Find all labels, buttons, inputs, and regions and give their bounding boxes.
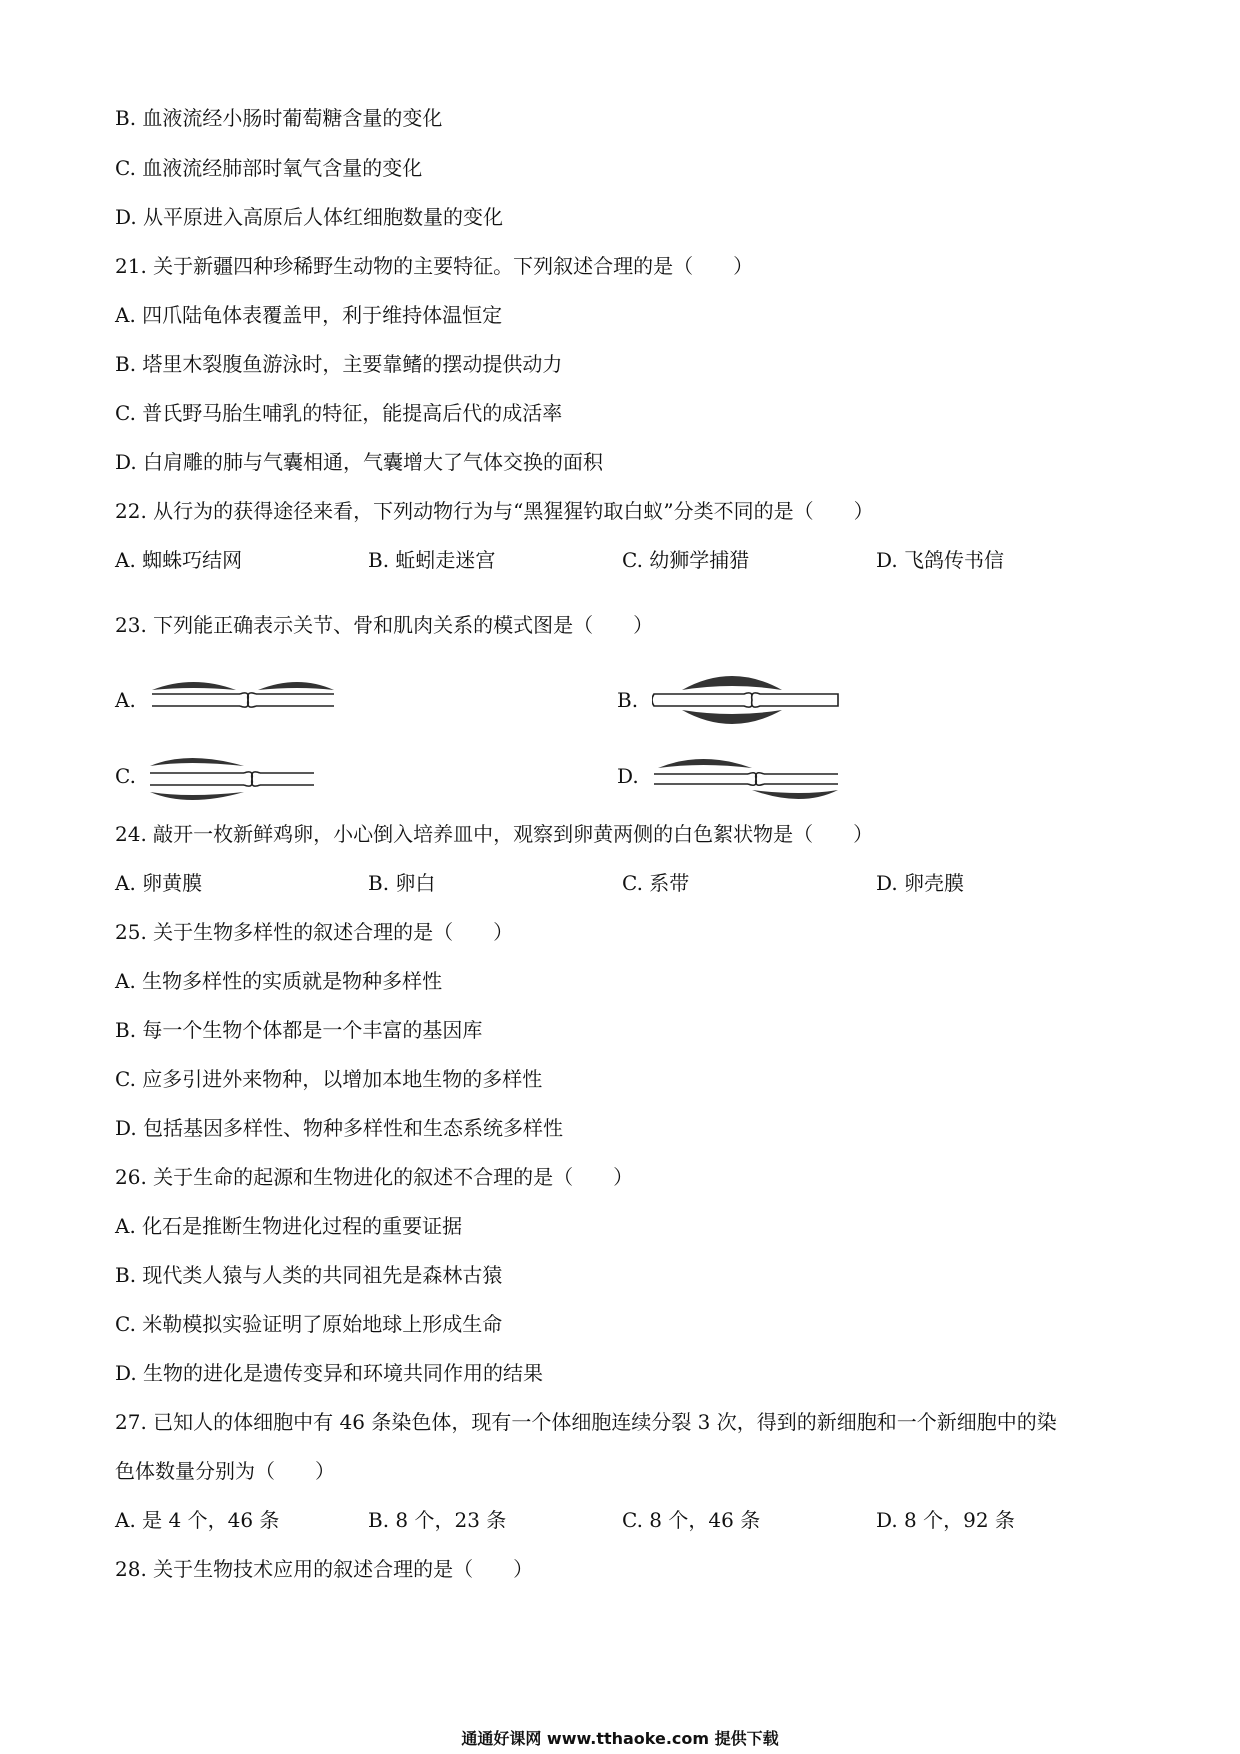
q23-figure-c xyxy=(148,744,318,814)
q23-label-a: A. xyxy=(115,688,136,712)
q22-option-d: D. 飞鸽传书信 xyxy=(876,548,1005,572)
q24-option-b: B. 卵白 xyxy=(368,871,436,895)
q26-option-c: C. 米勒模拟实验证明了原始地球上形成生命 xyxy=(115,1312,503,1336)
q24-stem: 24. 敲开一枚新鲜鸡卵，小心倒入培养皿中，观察到卵黄两侧的白色絮状物是（ ） xyxy=(115,822,874,846)
q20-option-b: B. 血液流经小肠时葡萄糖含量的变化 xyxy=(115,106,443,130)
q21-option-c: C. 普氏野马胎生哺乳的特征，能提高后代的成活率 xyxy=(115,401,563,425)
q27-stem-line2: 色体数量分别为（ ） xyxy=(115,1459,335,1483)
q23-label-b: B. xyxy=(617,688,639,712)
q23-label-c: C. xyxy=(115,764,136,788)
q25-option-a: A. 生物多样性的实质就是物种多样性 xyxy=(115,969,443,993)
q27-option-b: B. 8 个，23 条 xyxy=(368,1508,507,1532)
q21-option-a: A. 四爪陆龟体表覆盖甲，利于维持体温恒定 xyxy=(115,303,503,327)
q21-option-b: B. 塔里木裂腹鱼游泳时，主要靠鳍的摆动提供动力 xyxy=(115,352,563,376)
q22-option-a: A. 蜘蛛巧结网 xyxy=(115,548,243,572)
q22-option-b: B. 蚯蚓走迷宫 xyxy=(368,548,496,572)
q22-stem: 22. 从行为的获得途径来看，下列动物行为与“黑猩猩钓取白蚁”分类不同的是（ ） xyxy=(115,499,874,523)
q24-option-d: D. 卵壳膜 xyxy=(876,871,965,895)
q25-stem: 25. 关于生物多样性的叙述合理的是（ ） xyxy=(115,920,514,944)
q24-option-c: C. 系带 xyxy=(622,871,690,895)
q26-stem: 26. 关于生命的起源和生物进化的叙述不合理的是（ ） xyxy=(115,1165,634,1189)
q26-option-d: D. 生物的进化是遗传变异和环境共同作用的结果 xyxy=(115,1361,544,1385)
q23-label-d: D. xyxy=(617,764,639,788)
q21-option-d: D. 白肩雕的肺与气囊相通，气囊增大了气体交换的面积 xyxy=(115,450,604,474)
q23-figure-b xyxy=(652,660,842,740)
q24-option-a: A. 卵黄膜 xyxy=(115,871,203,895)
q27-stem-line1: 27. 已知人的体细胞中有 46 条染色体，现有一个体细胞连续分裂 3 次，得到的新细胞和一个新细胞中的染 xyxy=(115,1410,1057,1434)
q23-figure-d xyxy=(652,744,842,814)
q25-option-d: D. 包括基因多样性、物种多样性和生态系统多样性 xyxy=(115,1116,564,1140)
q26-option-a: A. 化石是推断生物进化过程的重要证据 xyxy=(115,1214,463,1238)
q26-option-b: B. 现代类人猿与人类的共同祖先是森林古猿 xyxy=(115,1263,503,1287)
q25-option-b: B. 每一个生物个体都是一个丰富的基因库 xyxy=(115,1018,483,1042)
page-footer: 通通好课网 www.tthaoke.com 提供下载 xyxy=(461,1729,779,1748)
q27-option-a: A. 是 4 个，46 条 xyxy=(115,1508,280,1532)
q20-option-c: C. 血液流经肺部时氧气含量的变化 xyxy=(115,156,423,180)
q25-option-c: C. 应多引进外来物种，以增加本地生物的多样性 xyxy=(115,1067,543,1091)
q27-option-d: D. 8 个，92 条 xyxy=(876,1508,1015,1532)
q23-stem: 23. 下列能正确表示关节、骨和肌肉关系的模式图是（ ） xyxy=(115,613,654,637)
q22-option-c: C. 幼狮学捕猎 xyxy=(622,548,750,572)
q21-stem: 21. 关于新疆四种珍稀野生动物的主要特征。下列叙述合理的是（ ） xyxy=(115,254,754,278)
q20-option-d: D. 从平原进入高原后人体红细胞数量的变化 xyxy=(115,205,504,229)
q27-option-c: C. 8 个，46 条 xyxy=(622,1508,761,1532)
q28-stem: 28. 关于生物技术应用的叙述合理的是（ ） xyxy=(115,1557,534,1581)
q23-figure-a xyxy=(148,672,338,728)
